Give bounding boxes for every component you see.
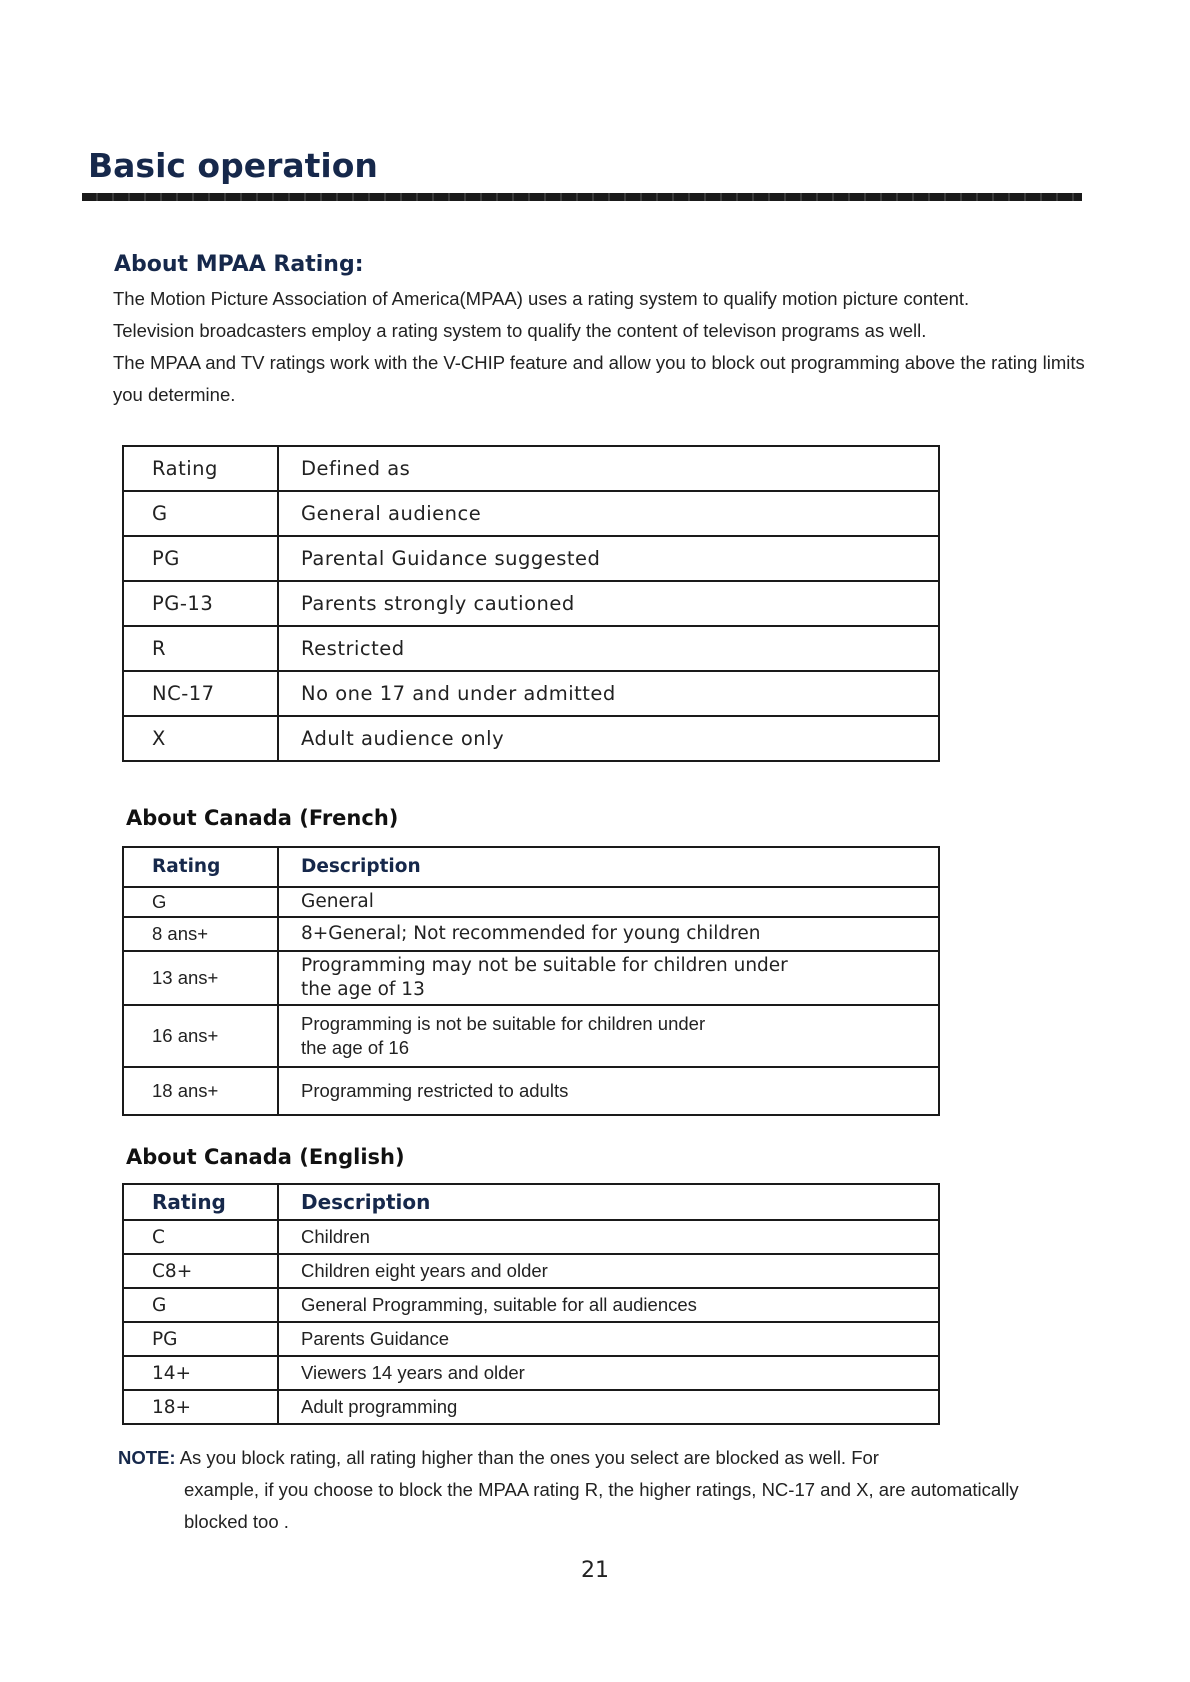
note-label: NOTE: [118,1447,176,1468]
header-cell-definition: Defined as [278,446,939,491]
description-line: 8+General; Not recommended for young children [301,923,761,944]
note-continuation: example, if you choose to block the MPAA rating R, the higher ratings, NC-17 and X, are automatically blocked too . [184,1479,1019,1532]
definition-cell: No one 17 and under admitted [278,671,939,716]
page-title: Basic operation [88,146,378,185]
intro-paragraph: The MPAA and TV ratings work with the V-CHIP feature and allow you to block out programming above the rating limits you determine. [113,352,1085,405]
rating-cell: X [123,716,278,761]
header-cell-description: Description [278,847,939,887]
table-row [123,887,939,917]
description-cell: Viewers 14 years and older [278,1356,939,1390]
table-header-row [123,1184,939,1220]
mpaa-rating-table [122,445,940,762]
table-header-row [123,446,939,491]
rating-cell: 13 ans+ [123,951,278,1005]
intro-paragraph: The Motion Picture Association of America(MPAA) uses a rating system to qualify motion picture content. [113,288,970,309]
description-cell [278,1067,939,1115]
rating-cell: 8 ans+ [123,917,278,951]
rating-cell: PG-13 [123,581,278,626]
definition-cell: Parents strongly cautioned [278,581,939,626]
table-row [123,1254,939,1288]
header-cell-description: Description [278,1184,939,1220]
note-block [118,1442,1078,1538]
table-header-row [123,847,939,887]
rating-cell: R [123,626,278,671]
canada-french-heading: About Canada (French) [126,806,399,830]
description-line: Programming restricted to adults [301,1080,569,1101]
rating-cell: NC-17 [123,671,278,716]
description-cell: Children eight years and older [278,1254,939,1288]
rating-cell: 18+ [123,1390,278,1424]
description-cell: General Programming, suitable for all audiences [278,1288,939,1322]
rating-cell: C [123,1220,278,1254]
definition-cell: Restricted [278,626,939,671]
rating-cell: 14+ [123,1356,278,1390]
rating-cell: G [123,887,278,917]
description-line: General [301,891,374,912]
definition-cell: General audience [278,491,939,536]
rating-cell: G [123,491,278,536]
mpaa-intro [113,283,1093,411]
description-cell [278,1005,939,1067]
intro-paragraph: Television broadcasters employ a rating system to qualify the content of televison programs as well. [113,320,927,341]
table-row [123,917,939,951]
table-row [123,626,939,671]
header-cell-rating: Rating [123,1184,278,1220]
header-cell-rating: Rating [123,446,278,491]
mpaa-heading: About MPAA Rating: [114,252,364,277]
table-row [123,1067,939,1115]
header-cell-rating: Rating [123,847,278,887]
canada-english-table [122,1183,940,1425]
canada-french-table [122,846,940,1116]
rating-cell: PG [123,536,278,581]
definition-cell: Parental Guidance suggested [278,536,939,581]
description-cell: Adult programming [278,1390,939,1424]
description-line: the age of 13 [301,979,425,1000]
description-line: the age of 16 [301,1037,410,1058]
description-cell: Children [278,1220,939,1254]
table-row [123,951,939,1005]
table-row [123,581,939,626]
description-line: Programming may not be suitable for children under [301,955,788,976]
rating-cell: C8+ [123,1254,278,1288]
description-cell [278,917,939,951]
table-row [123,536,939,581]
table-row [123,1288,939,1322]
rating-cell: PG [123,1322,278,1356]
table-row [123,1220,939,1254]
description-cell [278,951,939,1005]
title-rule [82,193,1082,201]
table-row [123,491,939,536]
rating-cell: 18 ans+ [123,1067,278,1115]
page-number: 21 [581,1558,609,1583]
table-row [123,1390,939,1424]
description-cell [278,887,939,917]
note-first-line: As you block rating, all rating higher than the ones you select are blocked as well. For [179,1447,879,1468]
definition-cell: Adult audience only [278,716,939,761]
table-row [123,716,939,761]
table-row [123,1322,939,1356]
table-row [123,1005,939,1067]
table-row [123,671,939,716]
description-line: Programming is not be suitable for children under [301,1013,706,1034]
rating-cell: 16 ans+ [123,1005,278,1067]
table-row [123,1356,939,1390]
description-cell: Parents Guidance [278,1322,939,1356]
rating-cell: G [123,1288,278,1322]
canada-english-heading: About Canada (English) [126,1145,405,1169]
